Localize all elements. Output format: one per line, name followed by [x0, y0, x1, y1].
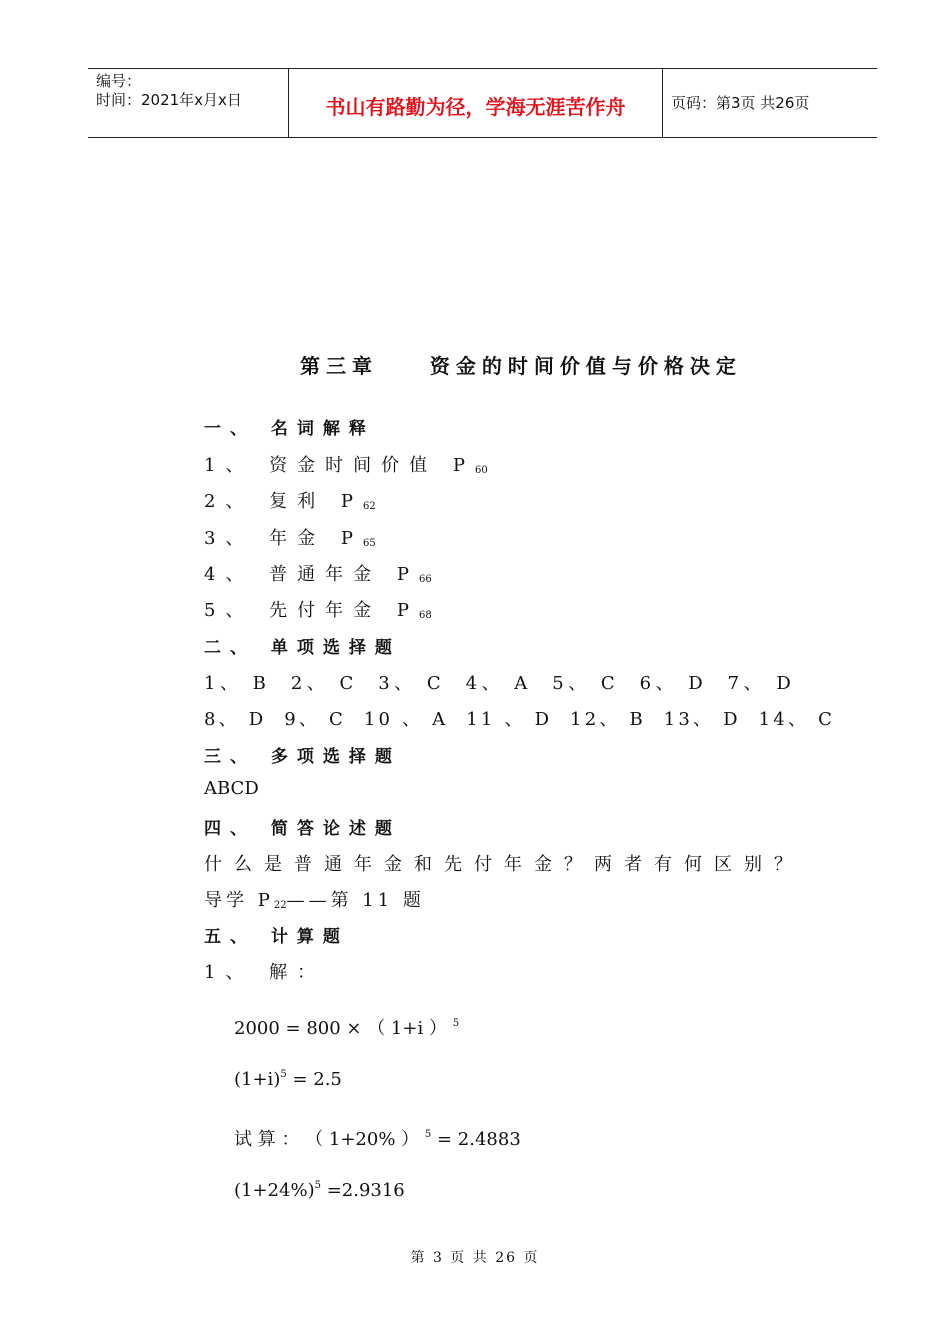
equation-2: $(1+i)^5 = 2.5$ [234, 1069, 342, 1090]
section2-heading: 二、 单项选择题 [204, 638, 401, 658]
header-info-cell [88, 69, 288, 137]
answers-line-1: 1、 B 2、 C 3、 C 4、 A 5、 C 6、 D 7、 D [204, 673, 796, 694]
section3-answer: ABCD [204, 778, 259, 799]
section3-heading: 三、 多项选择题 [204, 747, 401, 767]
equation-3: 试 算 ： （ 1+20% ） $^5$ = 2.4883 [234, 1129, 521, 1150]
equation-4: $(1+24\%)^5 =2.9316$ [234, 1180, 405, 1201]
motto: 书山有路勤为径，学海无涯苦作舟 [325, 95, 626, 119]
serial-label: 编号： [96, 72, 142, 90]
answers-line-2: 8、 D 9、 C 10 、 A 11 、 D 12、 B 13、 D 14、 C [204, 709, 836, 730]
header-page-cell [662, 69, 877, 137]
header-motto-cell [288, 69, 663, 137]
equation-1: 2000 = 800 × （ 1+i ） $^5$ [234, 1018, 460, 1039]
list-item: 5、 先付年金 $P_{68}$ [204, 600, 432, 621]
section4-question: 什么是普通年金和先付年金？两者有何区别？ [204, 854, 804, 875]
section5-heading: 五、 计算题 [204, 927, 349, 947]
list-item: 4、 普通年金 $P_{66}$ [204, 564, 432, 585]
list-item: 3、 年金 $P_{65}$ [204, 528, 376, 549]
calc-item-1: 1、 解： [204, 962, 326, 983]
time-label: 时间：2021年x月x日 [96, 91, 242, 109]
section4-heading: 四、 简答论述题 [204, 819, 401, 839]
list-item: 2、 复利 $P_{62}$ [204, 491, 376, 512]
list-item: 1、 资金时间价值 $P_{60}$ [204, 455, 488, 476]
header-table [88, 68, 877, 138]
page-footer: 第 3 页 共 26 页 [410, 1250, 540, 1266]
section1-heading: 一、 名词解释 [204, 419, 375, 439]
section4-reference: 导学 $P_{22}——$第 11 题 [204, 890, 425, 911]
chapter-title: 第三章 资金的时间价值与价格决定 [300, 354, 742, 378]
page-label: 页码：第3页 共26页 [671, 94, 810, 112]
